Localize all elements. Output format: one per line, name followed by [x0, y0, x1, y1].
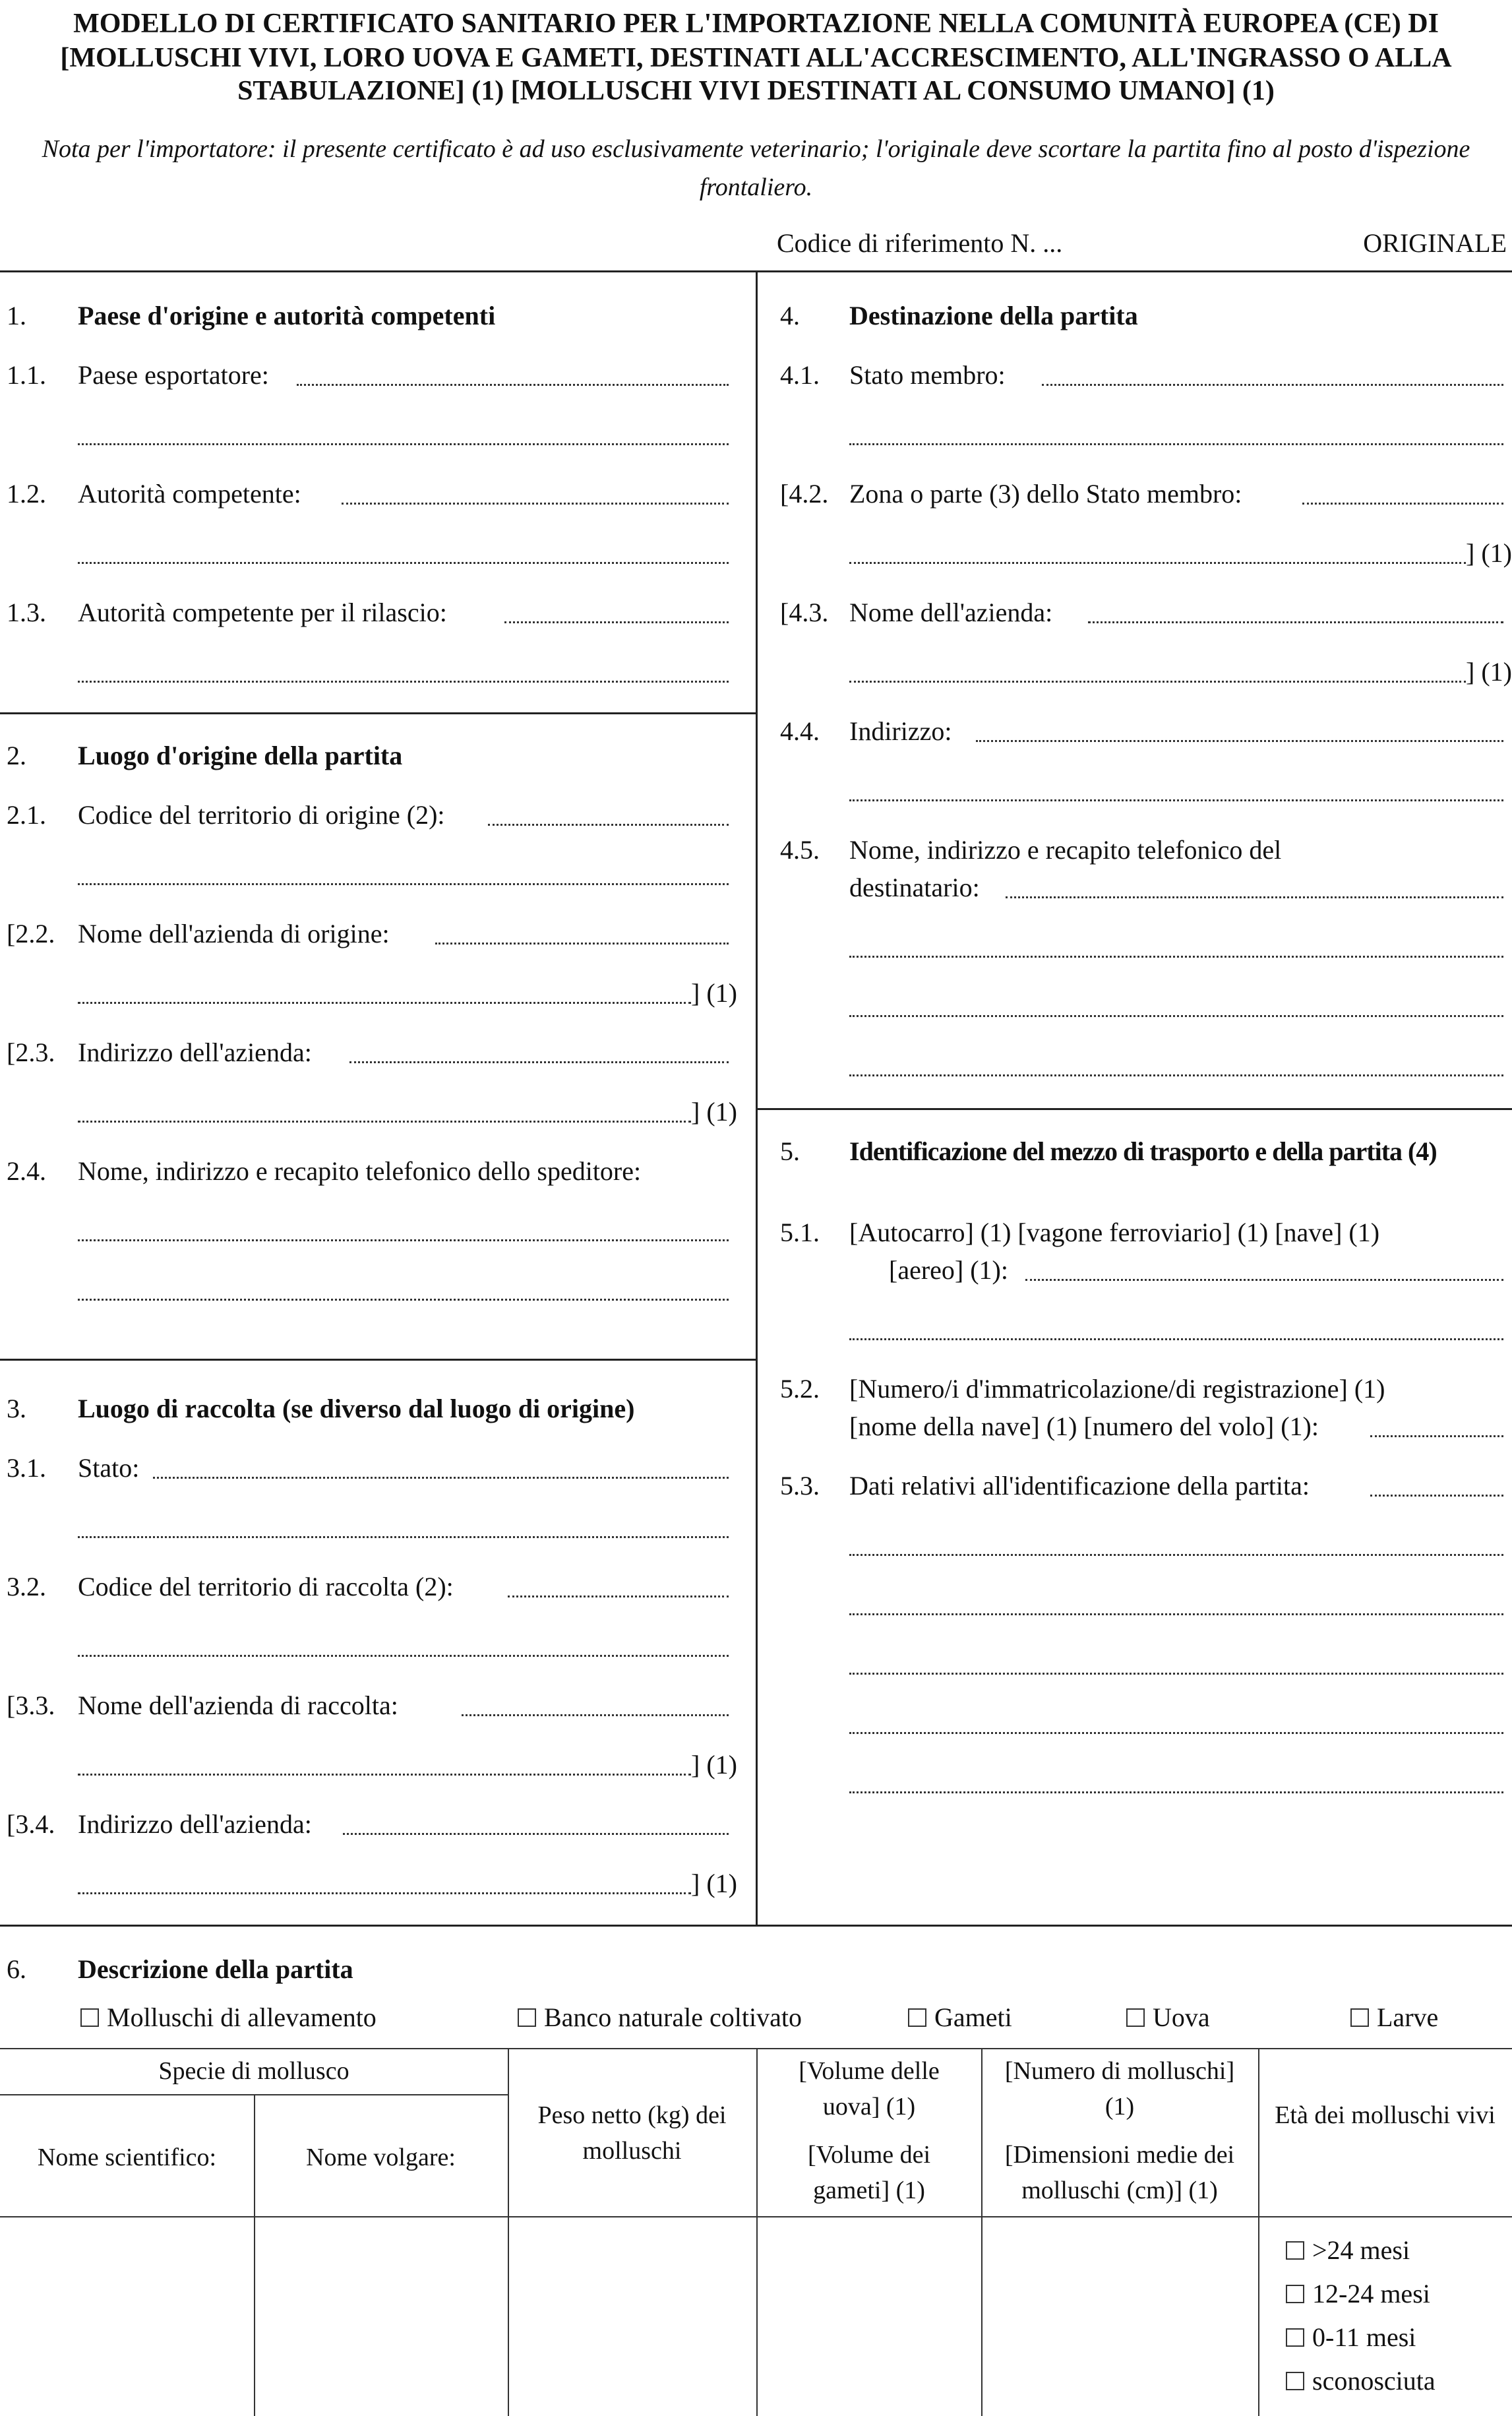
s5-1-label-1: [Autocarro] (1) [vagone ferroviario] (1) [nave] (1) — [849, 1218, 1380, 1247]
s4-1-label: Stato membro: — [849, 360, 1006, 390]
s3-1-field-2[interactable] — [78, 1536, 729, 1538]
title-line-3: STABULAZIONE] (1) [MOLLUSCHI VIVI DESTINATI AL CONSUMO UMANO] (1) — [237, 76, 1275, 106]
age-option-0-11-label: 0-11 mesi — [1312, 2322, 1416, 2352]
th-volume-eggs: [Volume delle uova] (1) — [799, 2057, 940, 2121]
checkbox[interactable] — [1286, 2372, 1304, 2390]
s3-3-num: [3.3. — [7, 1690, 55, 1720]
s4-3-num: [4.3. — [780, 598, 829, 627]
s2-3-field[interactable] — [349, 1061, 729, 1063]
th-age: Età dei molluschi vivi — [1275, 2101, 1496, 2129]
option-farmed-label: Molluschi di allevamento — [107, 2002, 377, 2032]
s5-3-field-4[interactable] — [849, 1673, 1503, 1675]
age-option-over-24[interactable] — [1286, 2235, 1410, 2266]
age-option-12-24-label: 12-24 mesi — [1312, 2279, 1430, 2308]
s3-2-field[interactable] — [508, 1595, 729, 1597]
s1-2-label: Autorità competente: — [78, 479, 301, 509]
column-divider — [756, 270, 758, 1926]
rule-after-s2 — [0, 1359, 757, 1361]
s5-3-field-6[interactable] — [849, 1791, 1503, 1793]
s4-1-field[interactable] — [1042, 384, 1503, 386]
s5-1-field[interactable] — [1025, 1279, 1503, 1281]
s4-4-field-2[interactable] — [849, 799, 1503, 801]
s5-1-label-2: [aereo] (1): — [889, 1255, 1008, 1285]
title-line-1: MODELLO DI CERTIFICATO SANITARIO PER L'IMPORTAZIONE NELLA COMUNITÀ EUROPEA (CE) DI — [73, 9, 1439, 39]
option-natural-bed[interactable] — [518, 2002, 802, 2033]
note-line-2: frontaliero. — [699, 173, 813, 201]
s3-4-label: Indirizzo dell'azienda: — [78, 1809, 312, 1839]
s4-5-field-4[interactable] — [849, 1074, 1503, 1076]
s2-1-field-2[interactable] — [78, 883, 729, 885]
s1-num: 1. — [7, 301, 26, 330]
s2-title: Luogo d'origine della partita — [78, 741, 403, 770]
s3-1-label: Stato: — [78, 1453, 140, 1483]
s1-title: Paese d'origine e autorità competenti — [78, 301, 496, 330]
s2-2-bracket: ] (1) — [691, 978, 737, 1008]
s5-num: 5. — [780, 1136, 800, 1166]
checkbox[interactable] — [1126, 2008, 1145, 2027]
original-label: ORIGINALE — [1363, 228, 1507, 258]
s3-4-num: [3.4. — [7, 1809, 55, 1839]
option-gametes[interactable] — [908, 2002, 1012, 2033]
s2-2-field[interactable] — [435, 943, 729, 945]
th-number-molluscs: [Numero di molluschi] (1) — [1004, 2057, 1235, 2121]
s3-2-label: Codice del territorio di raccolta (2): — [78, 1572, 454, 1601]
checkbox[interactable] — [80, 2008, 99, 2027]
s2-4-field-2[interactable] — [78, 1299, 729, 1301]
s3-4-field-2[interactable] — [78, 1892, 691, 1894]
age-option-0-11[interactable] — [1286, 2322, 1416, 2353]
s3-4-bracket: ] (1) — [691, 1869, 737, 1898]
s1-2-field-2[interactable] — [78, 562, 729, 564]
s3-1-field[interactable] — [153, 1477, 729, 1479]
s2-2-label: Nome dell'azienda di origine: — [78, 919, 390, 948]
s2-2-field-2[interactable] — [78, 1002, 691, 1004]
s1-3-label: Autorità competente per il rilascio: — [78, 598, 447, 627]
option-gametes-label: Gameti — [934, 2002, 1012, 2032]
s4-title: Destinazione della partita — [849, 301, 1138, 330]
s3-1-num: 3.1. — [7, 1453, 46, 1483]
s1-1-field[interactable] — [297, 384, 729, 386]
option-farmed[interactable] — [80, 2002, 377, 2033]
age-option-12-24[interactable] — [1286, 2278, 1430, 2309]
s4-num: 4. — [780, 301, 800, 330]
rule-after-s1 — [0, 712, 757, 714]
s4-4-num: 4.4. — [780, 716, 820, 746]
s4-1-num: 4.1. — [780, 360, 820, 390]
s3-num: 3. — [7, 1394, 26, 1423]
th-species: Specie di mollusco — [158, 2057, 349, 2085]
th-net-weight: Peso netto (kg) dei molluschi — [537, 2101, 727, 2165]
s1-2-field[interactable] — [342, 503, 729, 505]
option-eggs-label: Uova — [1153, 2002, 1210, 2032]
checkbox[interactable] — [1350, 2008, 1369, 2027]
s5-1-field-2[interactable] — [849, 1338, 1503, 1340]
note-line-1: Nota per l'importatore: il presente certificato è ad uso esclusivamente veterinario; l'originale deve scortare la partita fino al posto d'ispezione — [42, 135, 1470, 163]
s2-4-label: Nome, indirizzo e recapito telefonico dello speditore: — [78, 1156, 642, 1186]
reference-code: Codice di riferimento N. ... — [777, 228, 1063, 258]
option-eggs[interactable] — [1126, 2002, 1210, 2033]
table-col-divider-3 — [756, 2048, 758, 2416]
s2-3-label: Indirizzo dell'azienda: — [78, 1038, 312, 1067]
s2-2-num: [2.2. — [7, 919, 55, 948]
th-common-name: Nome volgare: — [306, 2144, 456, 2171]
s4-2-num: [4.2. — [780, 479, 829, 509]
s2-3-bracket: ] (1) — [691, 1097, 737, 1127]
table-col-divider-5 — [1258, 2048, 1259, 2416]
s2-1-field[interactable] — [488, 824, 729, 826]
s3-4-field[interactable] — [343, 1833, 729, 1835]
s4-2-field[interactable] — [1302, 503, 1503, 505]
s4-4-label: Indirizzo: — [849, 716, 952, 746]
s4-5-field-3[interactable] — [849, 1015, 1503, 1017]
checkbox[interactable] — [1286, 2328, 1304, 2347]
option-larvae-label: Larve — [1377, 2002, 1439, 2032]
s2-num: 2. — [7, 741, 26, 770]
s4-5-label-2: destinatario: — [849, 873, 980, 902]
s5-3-field-3[interactable] — [849, 1613, 1503, 1615]
checkbox[interactable] — [1286, 2285, 1304, 2303]
s5-3-field-2[interactable] — [849, 1554, 1503, 1556]
s5-3-num: 5.3. — [780, 1471, 820, 1501]
s5-3-label: Dati relativi all'identificazione della partita: — [849, 1471, 1310, 1501]
th-scientific-name: Nome scientifico: — [37, 2144, 217, 2171]
s2-3-num: [2.3. — [7, 1038, 55, 1067]
option-natural-bed-label: Banco naturale coltivato — [544, 2002, 802, 2032]
s1-3-field-2[interactable] — [78, 681, 729, 683]
s2-1-num: 2.1. — [7, 800, 46, 830]
s1-3-num: 1.3. — [7, 598, 46, 627]
s4-2-bracket: ] (1) — [1466, 538, 1512, 568]
s5-2-field[interactable] — [1370, 1435, 1503, 1437]
s2-1-label: Codice del territorio di origine (2): — [78, 800, 445, 830]
table-col-divider-2 — [508, 2048, 509, 2416]
s4-3-label: Nome dell'azienda: — [849, 598, 1053, 627]
s1-1-field-2[interactable] — [78, 443, 729, 445]
s4-5-field[interactable] — [1006, 896, 1503, 898]
s4-2-label: Zona o parte (3) dello Stato membro: — [849, 479, 1242, 509]
s5-2-label-2: [nome della nave] (1) [numero del volo] (1): — [849, 1411, 1319, 1441]
s5-title: Identificazione del mezzo di trasporto e della partita (4) — [849, 1136, 1437, 1166]
checkbox[interactable] — [518, 2008, 536, 2027]
s4-1-field-2[interactable] — [849, 443, 1503, 445]
s6-num: 6. — [7, 1954, 26, 1984]
s2-3-field-2[interactable] — [78, 1121, 691, 1123]
s3-title: Luogo di raccolta (se diverso dal luogo di origine) — [78, 1394, 635, 1423]
s4-5-label-1: Nome, indirizzo e recapito telefonico del — [849, 835, 1282, 865]
s5-3-field[interactable] — [1370, 1495, 1503, 1497]
s1-1-label: Paese esportatore: — [78, 360, 269, 390]
age-option-unknown[interactable] — [1286, 2365, 1436, 2396]
s4-5-num: 4.5. — [780, 835, 820, 865]
rule-after-s3 — [0, 1925, 1512, 1927]
s3-3-field[interactable] — [462, 1714, 729, 1716]
s6-title: Descrizione della partita — [78, 1954, 353, 1984]
age-option-unknown-label: sconosciuta — [1312, 2366, 1436, 2396]
s1-2-num: 1.2. — [7, 479, 46, 509]
s5-3-field-5[interactable] — [849, 1732, 1503, 1734]
s4-3-bracket: ] (1) — [1466, 657, 1512, 687]
s2-4-num: 2.4. — [7, 1156, 46, 1186]
s5-1-num: 5.1. — [780, 1218, 820, 1247]
s3-2-field-2[interactable] — [78, 1655, 729, 1657]
checkbox[interactable] — [908, 2008, 926, 2027]
s4-4-field[interactable] — [976, 740, 1503, 742]
s5-2-num: 5.2. — [780, 1374, 820, 1404]
s1-1-num: 1.1. — [7, 360, 46, 390]
s3-3-bracket: ] (1) — [691, 1750, 737, 1780]
s4-3-field-2[interactable] — [849, 681, 1466, 683]
s5-2-label-1: [Numero/i d'immatricolazione/di registrazione] (1) — [849, 1374, 1385, 1404]
table-col-divider-4 — [981, 2048, 983, 2416]
title-line-2: [MOLLUSCHI VIVI, LORO UOVA E GAMETI, DESTINATI ALL'ACCRESCIMENTO, ALL'INGRASSO O ALLA — [60, 43, 1452, 73]
th-volume-gametes: [Volume dei gameti] (1) — [807, 2141, 931, 2204]
s2-4-field[interactable] — [78, 1239, 729, 1241]
s3-2-num: 3.2. — [7, 1572, 46, 1601]
age-option-over-24-label: >24 mesi — [1312, 2235, 1410, 2265]
option-larvae[interactable] — [1350, 2002, 1438, 2033]
s4-5-field-2[interactable] — [849, 956, 1503, 958]
th-average-size: [Dimensioni medie dei molluschi (cm)] (1) — [1004, 2141, 1235, 2204]
s1-3-field[interactable] — [504, 621, 729, 623]
s4-3-field[interactable] — [1088, 621, 1503, 623]
s3-3-field-2[interactable] — [78, 1774, 691, 1776]
rule-after-s4 — [756, 1108, 1512, 1110]
s4-2-field-2[interactable] — [849, 562, 1466, 564]
checkbox[interactable] — [1286, 2241, 1304, 2260]
s3-3-label: Nome dell'azienda di raccolta: — [78, 1690, 398, 1720]
